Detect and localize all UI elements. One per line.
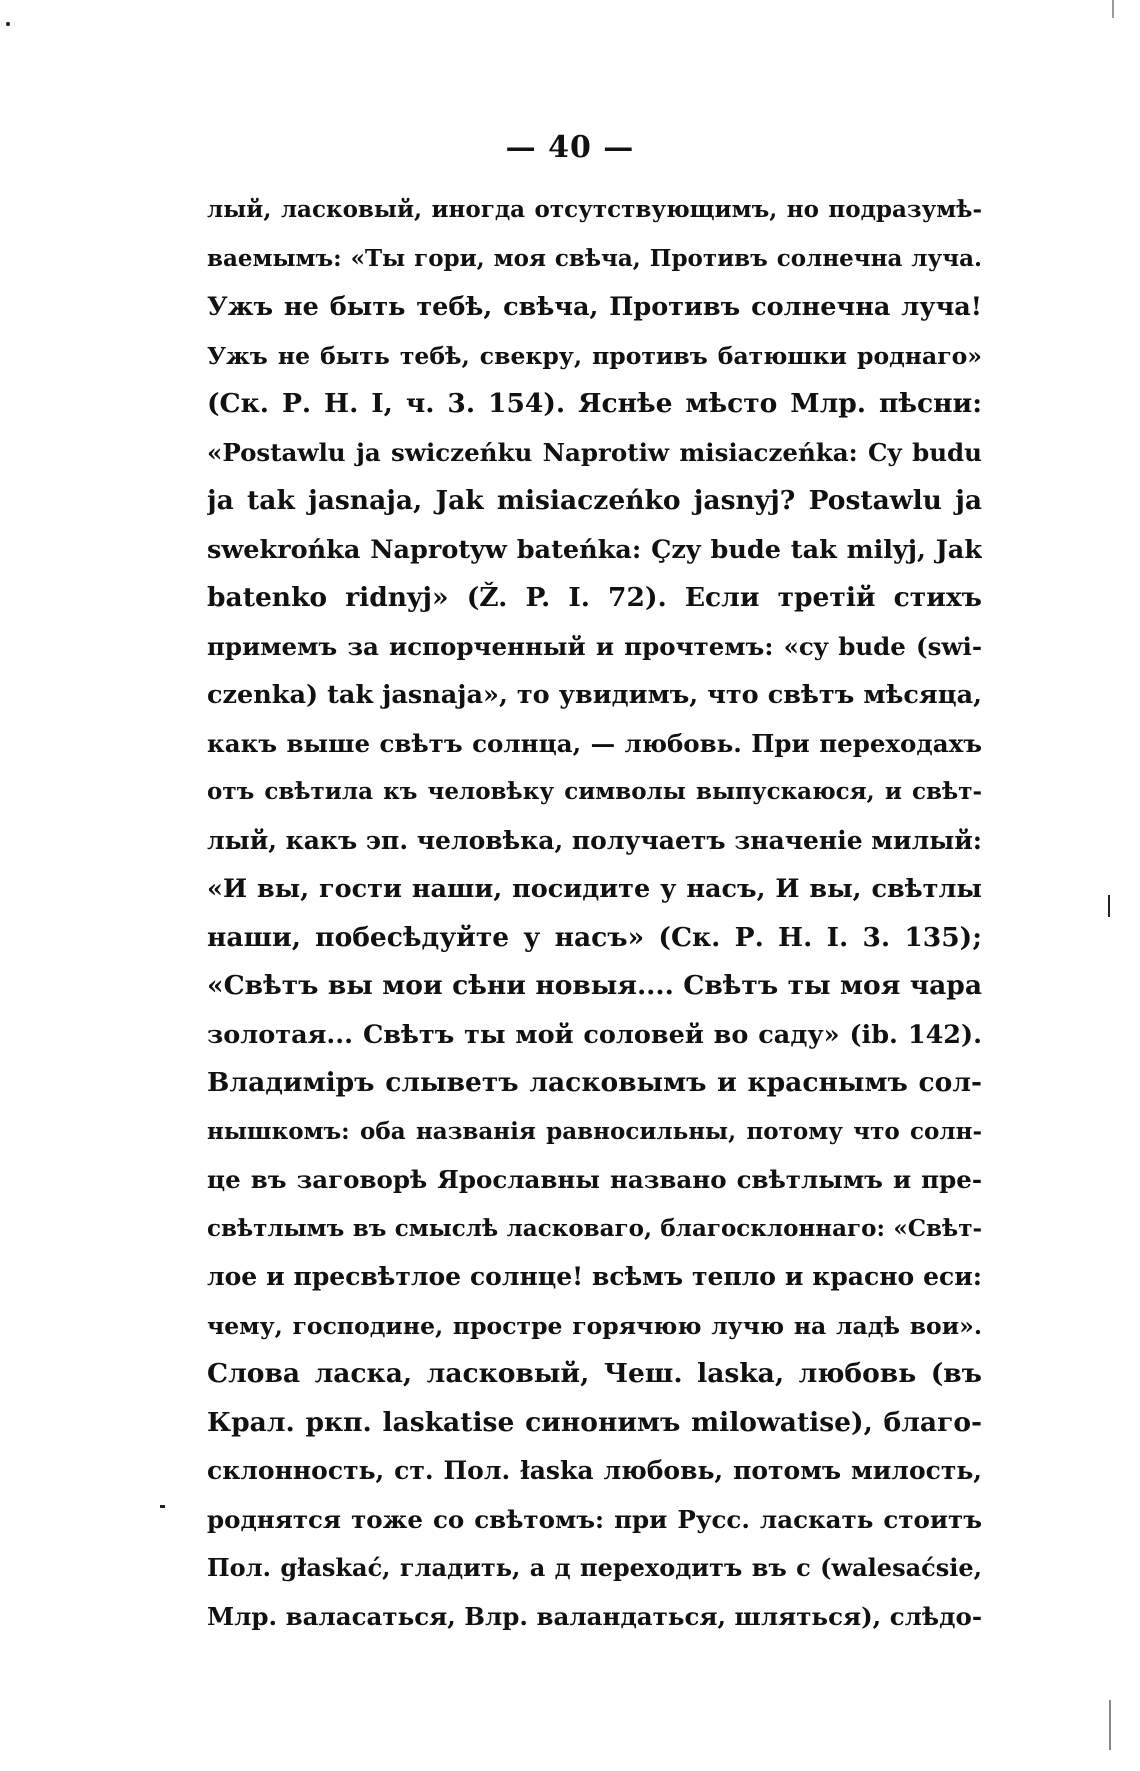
text-line: склонность, ст. Пол. łaska любовь, потомъ милость,: [207, 1456, 982, 1485]
text-line: лый, ласковый, иногда отсутствующимъ, но подразумѣ-: [207, 196, 982, 223]
text-line: batenko ridnyj» (Ž. P. I. 72). Если третій стихъ: [207, 582, 982, 613]
text-line: свѣтлымъ въ смыслѣ ласковаго, благосклоннаго: «Свѣт-: [207, 1214, 982, 1242]
text-line: Млр. валасаться, Влр. валандаться, шляться), слѣдо-: [207, 1601, 982, 1631]
text-line: лое и пресвѣтлое солнце! всѣмъ тепло и красно еси:: [207, 1262, 982, 1291]
text-line: «Postawlu ja swiczeńku Naprotiw misiaczeńka: Cy budu: [207, 437, 982, 467]
scan-edge-mark: [1109, 1700, 1111, 1750]
text-line: «Свѣтъ вы мои сѣни новыя.... Свѣтъ ты моя чара: [207, 970, 982, 1001]
text-line: наши, побесѣдуйте у насъ» (Ск. Р. Н. I. 3. 135);: [207, 921, 982, 953]
print-speck: [160, 1505, 165, 1508]
text-line: czenka) tak jasnaja», то увидимъ, что свѣтъ мѣсяца,: [207, 680, 982, 710]
text-line: Крал. ркп. laskatise синонимъ milowatise), благо-: [207, 1406, 982, 1438]
scan-edge-mark: [1112, 0, 1114, 18]
page-number: — 40 —: [505, 130, 635, 165]
text-line: Ужъ не быть тебѣ, свекру, противъ батюшки роднаго»: [207, 341, 982, 370]
text-line: примемъ за испорченный и прочтемъ: «cy bude (swi-: [207, 631, 982, 661]
text-line: ja tak jasnaja, Jak misiaczeńko jasnyj? Postawlu ja: [207, 485, 982, 516]
body-text: [207, 186, 982, 1641]
text-line: чему, господине, простре горячюю лучю на ладѣ вои».: [207, 1311, 982, 1340]
text-line: (Ск. Р. Н. I, ч. 3. 154). Яснѣе мѣсто Млр. пѣсни:: [207, 388, 982, 419]
print-speck: [6, 22, 10, 26]
print-speck: [1108, 895, 1110, 917]
text-line: Слова ласка, ласковый, Чеш. laska, любовь (въ: [207, 1358, 982, 1389]
text-line: отъ свѣтила къ человѣку символы выпускаюся, и свѣт-: [207, 778, 982, 805]
text-line: роднятся тоже со свѣтомъ: при Русс. ласкать стоитъ: [207, 1504, 982, 1534]
text-line: лый, какъ эп. человѣка, получаетъ значеніе милый:: [207, 825, 982, 855]
text-line: це въ заговорѣ Ярославны названо свѣтлымъ и пре-: [207, 1165, 982, 1194]
text-line: нышкомъ: оба названія равносильны, потому что солн-: [207, 1117, 982, 1145]
text-line: «И вы, гости наши, посидите у насъ, И вы, свѣтлы: [207, 874, 982, 904]
text-line: какъ выше свѣтъ солнца, — любовь. При переходахъ: [207, 728, 982, 758]
text-line: ваемымъ: «Ты гори, моя свѣча, Противъ солнечна луча.: [207, 244, 982, 272]
text-line: золотая... Свѣтъ ты мой соловей во саду» (ib. 142).: [207, 1019, 982, 1050]
text-line: swekrońka Naprotyw bateńka: Çzy bude tak milyj, Jak: [207, 534, 982, 565]
text-line: Ужъ не быть тебѣ, свѣча, Противъ солнечна луча!: [207, 292, 982, 322]
text-line: Пол. głaskać, гладить, а д переходитъ въ с (walesaćsie,: [207, 1553, 982, 1582]
text-line: Владиміръ слыветъ ласковымъ и краснымъ сол-: [207, 1067, 982, 1098]
